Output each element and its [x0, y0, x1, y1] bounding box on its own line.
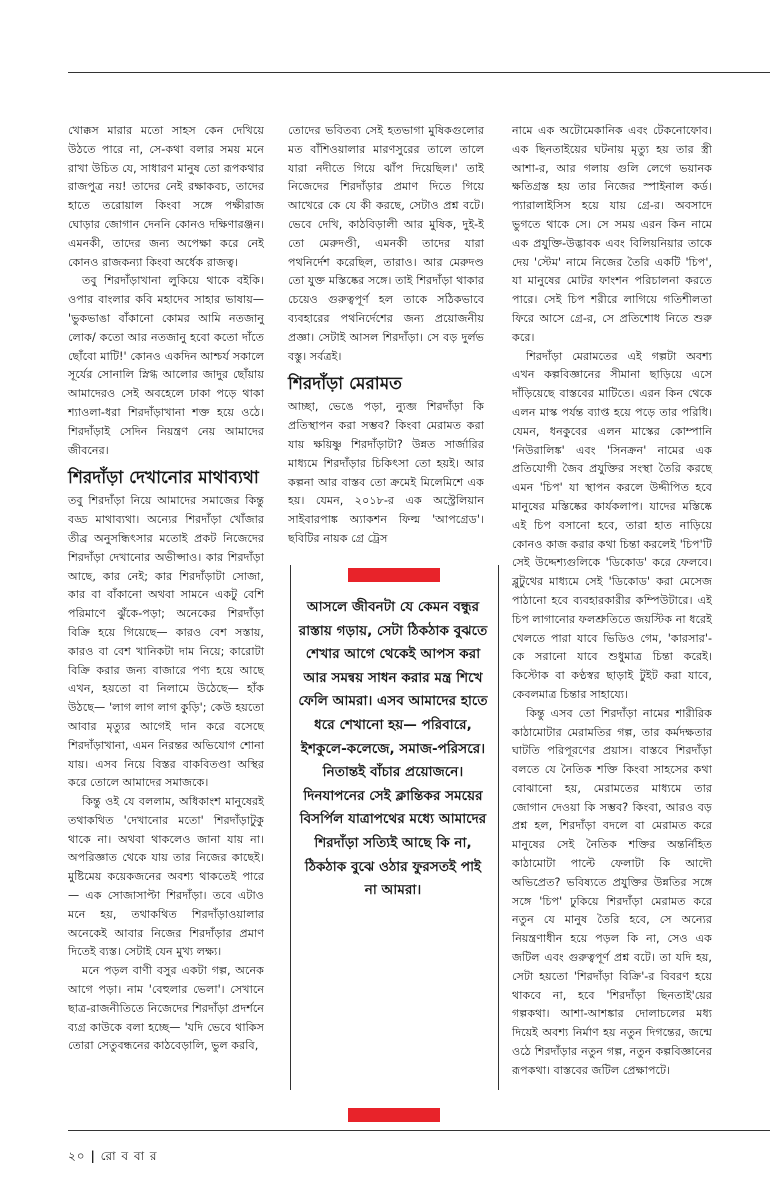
col3-paragraph-3: কিন্তু এসব তো শিরদাঁড়া নামের শারীরিক কাঠামোটার মেরামতির গল্প, তার কর্মদক্ষতার ঘাটতি পরিপূরণের প্রয়াস। বাস্তবে শিরদাঁড়া বলতে যে নৈতিক শক্তি কিংবা সাহসের কথা বোঝানো হয়, মেরামতের মাধ্যমে তার জোগান দেওয়া কি সম্ভব? কিংবা, আরও বড় প্রশ্ন হল, শিরদাঁড়া বদলে বা মেরামত করে মানুষের সেই নৈতিক শক্তির অন্তর্নিহিত কাঠামোটা পাল্টে ফেলাটা কি আদৌ অভিপ্রেত? ভবিষ্যতে প্রযুক্তির উন্নতির সঙ্গে সঙ্গে 'চিপ' ঢুকিয়ে শিরদাঁড়া মেরামত করে নতুন যে মানুষ তৈরি হবে, সে অন্যের নিয়ন্ত্রণাধীন হয়ে পড়ল কি না, সেও এক জটিল এবং গুরুত্বপূর্ণ প্রশ্ন বটে। তা যদি হয়, সেটা হয়তো 'শিরদাঁড়া বিক্রি'-র বিবরণ হয়ে থাকবে না, হবে 'শিরদাঁড়া ছিনতাই'য়ের গল্পকথা। আশা-আশঙ্কার দোলাচলের মধ্য দিয়েই অবশ্য নির্মাণ হয় নতুন দিগন্তের, জন্মে ওঠে শিরদাঁড়ার নতুন গল্প, নতুন কল্পবিজ্ঞানের রূপকথা। বাস্তবের জটিল প্রেক্ষাপটে।	[512, 706, 712, 1077]
column-2	[288, 122, 484, 549]
section-heading-2: শিরদাঁড়া মেরামত	[288, 374, 402, 395]
section-heading-1: শিরদাঁড়া দেখানোর মাথাব্যথা	[68, 468, 259, 489]
pull-quote-top-bar	[348, 568, 440, 582]
col2-paragraph-1: তোদের ভবিতব্য সেই হতভাগা মুষিকগুলোর মত বাঁশিওয়ালার মারণসুরের তালে তালে যারা নদীতে গিয়ে ঝাঁপ দিয়েছিল।' তাই নিজেদের শিরদাঁড়ার প্রমাণ দিতে গিয়ে আখেরে কে যে কী করছে, সেটাও প্রশ্ন বটে। ভেবে দেখি, কাঠবিড়ালী আর মুষিক, দুই-ই তো মেরুদণ্ডী, এমনকী তাদের যারা পথনির্দেশ করেছিল, তারাও। আর মেরুদণ্ড তো যুক্ত মস্তিষ্কের সঙ্গে। তাই শিরদাঁড়া থাকার চেয়েও গুরুত্বপূর্ণ হল তাকে সঠিকভাবে ব্যবহারের পথনির্দেশের জন্য প্রয়োজনীয় প্রজ্ঞা। সেটাই আসল শিরদাঁড়া। সে বড় দুর্লভ বস্তু। সর্বত্রই।	[288, 124, 484, 363]
top-rule	[68, 72, 770, 73]
column-1	[68, 122, 264, 1056]
col1-paragraph-2: তবু শিরদাঁড়াখানা লুকিয়ে থাকে বইকি। ওপার বাংলার কবি মহাদেব সাহার ভাষায়— 'ভুকভাঙা বাঁকানো কোমর আমি নতজানু লোক/ কতো আর নতজানু হবো কতো দাঁতে ছোঁবো মাটি!' কোনও একদিন আশ্চর্য সকালে সূর্যের সোনালি স্নিগ্ধ আলোর জাদুর ছোঁয়ায় আমাদেরও সেই অবহেলে ঢাকা পড়ে থাকা শ্যাওলা-ধরা শিরদাঁড়াখানা শক্ত হয়ে ওঠে। শিরদাঁড়াই সেদিন নিয়ন্ত্রণ নেয় আমাদের জীবনের।	[68, 274, 264, 457]
pull-quote-bottom-bar	[348, 1108, 440, 1122]
magazine-name: রো ব বা র	[100, 1149, 158, 1163]
footer-separator: |	[90, 1149, 96, 1163]
col1-paragraph-3: তবু শিরদাঁড়া নিয়ে আমাদের সমাজের কিন্তু বড্ড মাথাব্যথা। অন্যের শিরদাঁড়া খোঁজার তীব্র অনুসন্ধিৎসার মতোই প্রকট নিজেদের শিরদাঁড়া দেখানোর অভীপ্সাও। কার শিরদাঁড়া আছে, কার নেই; কার শিরদাঁড়াটা সোজা, কার বা বাঁকানো অথবা সামনে একটু বেশি পরিমাণে ঝুঁকে-পড়া; অনেকের শিরদাঁড়া বিক্রি হয়ে গিয়েছে— কারও বেশ সস্তায়, কারও বা বেশ খানিকটা দাম নিয়ে; কারোটা বিক্রি করার জন্য বাজারে পণ্য হয়ে আছে এখন, হয়তো বা নিলামে উঠেছে— হাঁক উঠছে— 'লাগ লাগ লাগ কুড়ি'; কেউ হয়তো আবার মৃত্যুর আগেই দান করে বসেছে শিরদাঁড়াখানা, এমন নিরন্তর অভিযোগ শোনা যায়। এসব নিয়ে বিস্তর বাকবিতণ্ডা অস্থির করে তোলে আমাদের সমাজকে।	[68, 494, 264, 790]
col3-paragraph-1: নামে এক অটোমেকানিক এবং টেকনোফোব। এক ছিনতাইয়ের ঘটনায় মৃত্যু হয় তার স্ত্রী আশা-র, আর গলায় গুলি লেগে ভয়ানক ক্ষতিগ্রস্ত হয় তার নিজের স্পাইনাল কর্ড। প্যারালাইসিস হয়ে যায় গ্রে-র। অবসাদে ভুগতে থাকে সে। সে সময় এরন কিন নামে এক প্রযুক্তি-উদ্ভাবক এবং বিলিয়নিয়ার তাকে দেয় 'স্টেম' নামে নিজের তৈরি একটি 'চিপ', যা মানুষের মোটর ফাংশন পরিচালনা করতে পারে। সেই চিপ শরীরে লাগিয়ে গতিশীলতা ফিরে আসে গ্রে-র, সে প্রতিশোধ নিতে শুরু করে।	[512, 124, 712, 344]
column-3	[512, 122, 712, 1081]
col2-paragraph-2: আচ্ছা, ভেঙে পড়া, ন্যুব্জ শিরদাঁড়া কি প্রতিস্থাপন করা সম্ভব? কিংবা মেরামত করা যায় ক্ষয়িষ্ণু শিরদাঁড়াটা? উন্নত সার্জারির মাধ্যমে শিরদাঁড়ার চিকিৎসা তো হয়ই। আর কল্পনা আর বাস্তব তো ক্রমেই মিলেমিশে এক হয়। যেমন, ২০১৮-র এক অস্ট্রেলিয়ান সাইবারপাঙ্ক অ্যাকশন ফিল্ম 'আপগ্রেড'। ছবিটির নায়ক গ্রে ট্রেস	[288, 400, 484, 545]
pull-quote: আসলে জীবনটা যে কেমন বন্ধুর রাস্তায় গড়ায়, সেটা ঠিকঠাক বুঝতে শেখার আগে থেকেই আপস করা আর সমন্বয় সাধন করার মন্ত্র শিখে ফেলি আমরা। এসব আমাদের হাতে ধরে শেখানো হয়— পরিবারে, ইশকুলে-কলেজে, সমাজ-পরিসরে। নিতান্তই বাঁচার প্রয়োজনে। দিনযাপনের সেই ক্লান্তিকর সময়ের বিসর্পিল যাত্রাপথের মধ্যে আমাদের শিরদাঁড়া সত্যিই আছে কি না, ঠিকঠাক বুঝে ওঠার ফুরসতই পাই না আমরা।	[298, 599, 488, 899]
page-footer	[68, 1148, 158, 1168]
col1-paragraph-4: কিন্তু ওই যে বললাম, অধিকাংশ মানুষেরই তথাকথিত 'দেখানোর মতো' শিরদাঁড়াটুকু থাকে না। অথবা থাকলেও জানা যায় না। অপরিজ্ঞাত থেকে যায় তার নিজের কাছেই। মুষ্টিমেয় কয়েকজনের অবশ্য থাকতেই পারে— এক সোজাসাপ্টা শিরদাঁড়া। তবে এটাও মনে হয়, তথাকথিত শিরদাঁড়াওয়ালার অনেকেই আবার নিজের শিরদাঁড়ার প্রমাণ দিতেই ব্যস্ত। সেটাই যেন মুখ্য লক্ষ্য।	[68, 795, 264, 959]
col3-paragraph-2: শিরদাঁড়া মেরামতের এই গল্পটা অবশ্য এখন কল্পবিজ্ঞানের সীমানা ছাড়িয়ে এসে দাঁড়িয়েছে বাস্তবের মাটিতে। এরন কিন থেকে এলন মাস্ক পর্যন্ত ব্যাপ্ত হয়ে পড়ে তার পরিধি। যেমন, ধনকুবের এলন মাস্কের কোম্পানি 'নিউরালিঙ্ক' এবং 'সিনক্রন' নামের এক প্রতিযোগী জৈব প্রযুক্তির সংস্থা তৈরি করছে এমন 'চিপ' যা স্থাপন করলে উদ্দীপিত হবে মানুষের মস্তিষ্কের কার্যকলাপ। যাদের মস্তিষ্কে এই চিপ বসানো হবে, তারা হাত নাড়িয়ে কোনও কাজ করার কথা চিন্তা করলেই 'চিপ'টি সেই উদ্দেশ্যগুলিকে 'ডিকোড' করে ফেলবে। ব্লুটুথের মাধ্যমে সেই 'ডিকোড' করা মেসেজ পাঠানো হবে ব্যবহারকারীর কম্পিউটারে। এই চিপ লাগানোর ফলশ্রুতিতে জয়স্টিক না ধরেই খেলতে পারা যাবে ভিডিও গেম, 'কারসার'-কে সরানো যাবে শুধুমাত্র চিন্তা করেই। কিস্টোক বা কণ্ঠস্বর ছাড়াই টুইট করা যাবে, কেবলমাত্র চিন্তার সাহায্যে।	[512, 349, 712, 701]
page-number: ২০	[68, 1149, 86, 1163]
col1-paragraph-5: মনে পড়ল বাণী বসুর একটা গল্প, অনেক আগে পড়া। নাম 'বেহুলার ভেলা'। সেখানে ছাত্র-রাজনীতিতে নিজেদের শিরদাঁড়া প্রদর্শনে ব্যগ্র কাউকে বলা হচ্ছে— 'যদি ভেবে থাকিস তোরা সেতুবন্ধনের কাঠবেড়ালি, ভুল করবি,	[68, 964, 264, 1053]
bottom-rule	[68, 1130, 770, 1131]
col1-paragraph-1: খোক্কস মারার মতো সাহস কেন দেখিয়ে উঠতে পারে না, সে-কথা বলার সময় মনে রাখা উচিত যে, সাধারণ মানুষ তো রূপকথার রাজপুত্র নয়! তাদের নেই রক্ষাকবচ, তাদের হাতে তরোয়াল কিংবা সঙ্গে পক্ষীরাজ ঘোড়ার জোগান দেননি কোনও দক্ষিণারঞ্জন। এমনকী, তাদের জন্য অপেক্ষা করে নেই কোনও রাজকন্যা কিংবা অর্ধেক রাজত্ব।	[68, 124, 264, 269]
